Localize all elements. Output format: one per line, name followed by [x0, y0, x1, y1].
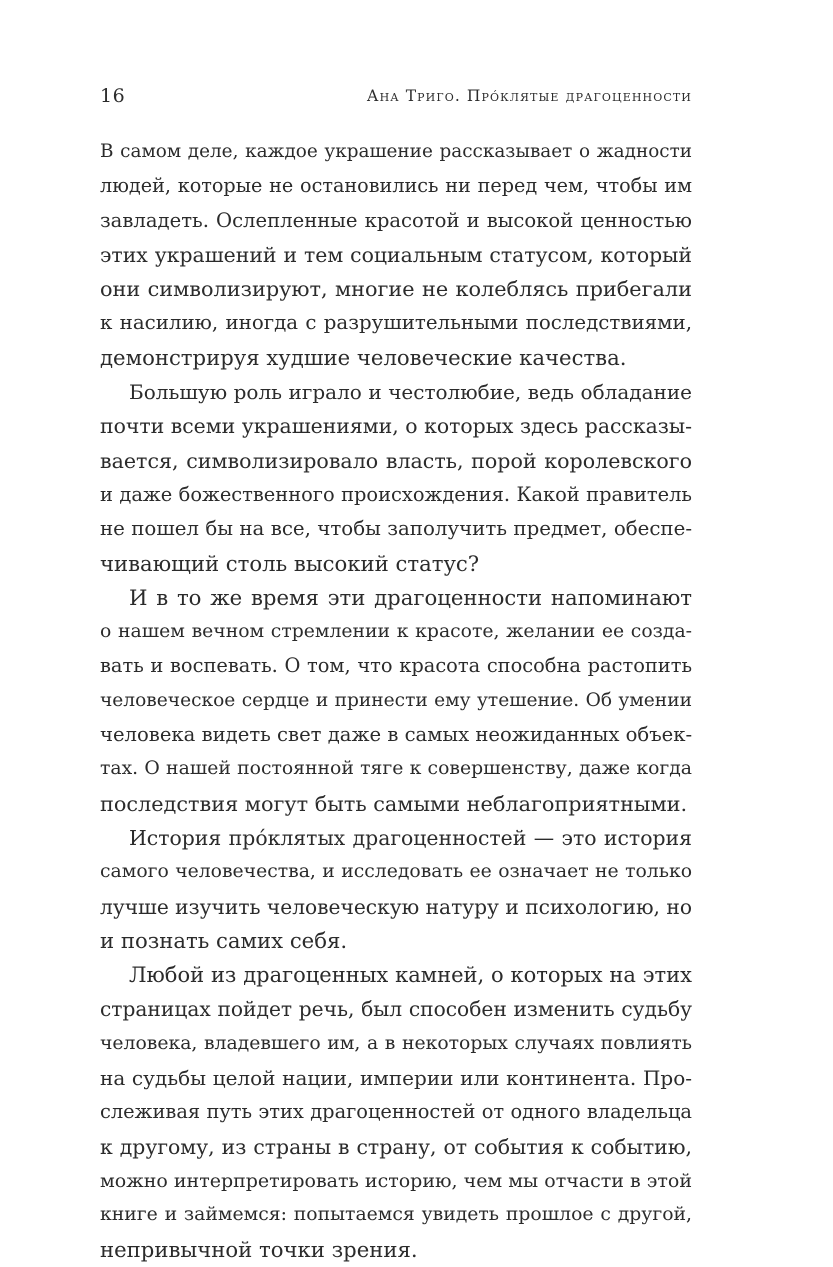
text-line: завладеть. Ослепленные красотой и высокой ценностью	[100, 208, 692, 232]
text-line: вать и воспевать. О том, что красота способна растопить	[100, 654, 692, 678]
paragraph	[100, 958, 692, 1267]
text-line: Любой из драгоценных камней, о которых на этих	[129, 963, 692, 988]
paragraph	[100, 135, 692, 375]
text-line: книге и займемся: попытаемся увидеть прошлое с другой,	[100, 1204, 692, 1226]
page-header	[100, 83, 692, 109]
text-line: к насилию, иногда с разрушительными последствиями,	[100, 311, 692, 335]
paragraph	[100, 821, 692, 958]
page-number: 16	[100, 85, 126, 107]
running-head: Ана Триго. Про́клятые драгоценности	[366, 87, 692, 105]
text-line: тах. О нашей постоянной тяге к совершенству, даже когда	[100, 758, 692, 780]
text-line: и даже божественного происхождения. Какой правитель	[100, 482, 692, 506]
text-line: на судьбы целой нации, империи или континента. Про-	[100, 1066, 692, 1091]
text-line: они символизируют, многие не колеблясь прибегали	[100, 277, 692, 302]
text-line: страницах пойдет речь, был способен изменить судьбу	[100, 997, 692, 1022]
text-line: человека видеть свет даже в самых неожиданных объек-	[100, 723, 692, 747]
text-line: можно интерпретировать историю, чем мы отчасти в этой	[100, 1169, 692, 1192]
text-line: не пошел бы на все, чтобы заполучить предмет, обеспе-	[100, 517, 692, 541]
text-line: человека, владевшего им, а в некоторых случаях повлиять	[100, 1032, 692, 1054]
paragraph	[100, 375, 692, 581]
text-line: самого человечества, и исследовать ее означает не только	[100, 861, 692, 883]
text-line: людей, которые не остановились ни перед чем, чтобы им	[100, 174, 692, 198]
text-line: Большую роль играло и честолюбие, ведь обладание	[129, 380, 692, 405]
text-line: человеческое сердце и принести ему утешение. Об умении	[100, 689, 692, 711]
text-line: почти всеми украшениями, о которых здесь рассказы-	[100, 414, 692, 439]
text-line: История про́клятых драгоценностей — это история	[129, 825, 692, 850]
body-text	[100, 135, 692, 1267]
paragraph	[100, 581, 692, 821]
text-line: демонстрируя худшие человеческие качества.	[100, 344, 627, 370]
text-line: вается, символизировало власть, порой королевского	[100, 448, 692, 473]
text-line: лучше изучить человеческую натуру и психологию, но	[100, 894, 692, 919]
text-line: непривычной точки зрения.	[100, 1236, 418, 1262]
text-line: о нашем вечном стремлении к красоте, желании ее созда-	[100, 621, 692, 643]
text-line: к другому, из страны в страну, от события к событию,	[100, 1134, 692, 1159]
text-line: слеживая путь этих драгоценностей от одного владельца	[100, 1100, 692, 1124]
text-line: последствия могут быть самыми неблагоприятными.	[100, 791, 688, 816]
text-line: И в то же время эти драгоценности напоминают	[129, 584, 692, 610]
text-line: В самом деле, каждое украшение рассказывает о жадности	[100, 141, 692, 162]
text-line: этих украшений и тем социальным статусом, который	[100, 242, 692, 267]
text-line: чивающий столь высокий статус?	[100, 550, 480, 576]
text-line: и познать самих себя.	[100, 927, 348, 953]
